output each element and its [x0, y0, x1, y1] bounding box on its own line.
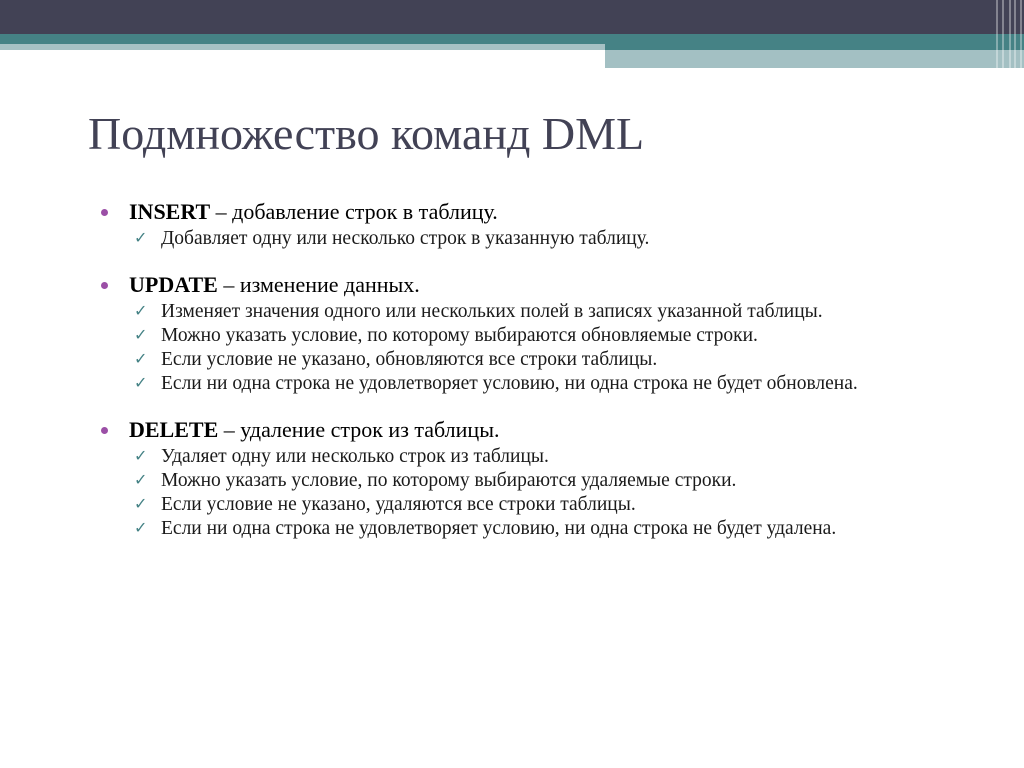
checkmark-icon: ✓	[134, 472, 148, 489]
header-band-light-left	[0, 44, 605, 50]
section-insert	[100, 197, 960, 251]
checkmark-icon: ✓	[134, 351, 148, 368]
slide-content	[100, 197, 960, 560]
sub-item-text: Можно указать условие, по которому выбираются удаляемые строки.	[161, 470, 737, 491]
section-update	[100, 270, 960, 396]
sub-item	[100, 348, 960, 372]
sub-item	[100, 372, 960, 396]
sub-item-text: Удаляет одну или несколько строк из таблицы.	[161, 446, 549, 467]
sub-item-text: Добавляет одну или несколько строк в указанную таблицу.	[161, 228, 650, 249]
description: – добавление строк в таблицу.	[210, 199, 498, 224]
checkmark-icon: ✓	[134, 448, 148, 465]
keyword: DELETE	[129, 417, 219, 442]
bullet-dot-icon	[101, 209, 108, 216]
sub-item	[100, 227, 960, 251]
sub-item	[100, 445, 960, 469]
sub-item	[100, 517, 960, 541]
header-band-teal-left	[0, 34, 605, 44]
bullet-item	[100, 270, 960, 300]
section-delete	[100, 415, 960, 541]
sub-item-text: Если условие не указано, обновляются все строки таблицы.	[161, 349, 658, 370]
bullet-dot-icon	[101, 427, 108, 434]
checkmark-icon: ✓	[134, 230, 148, 247]
sub-item	[100, 469, 960, 493]
sub-item-text: Если ни одна строка не удовлетворяет условию, ни одна строка не будет удалена.	[161, 518, 837, 539]
checkmark-icon: ✓	[134, 496, 148, 513]
checkmark-icon: ✓	[134, 327, 148, 344]
description: – изменение данных.	[217, 272, 420, 297]
checkmark-icon: ✓	[134, 375, 148, 392]
checkmark-icon: ✓	[134, 303, 148, 320]
keyword: UPDATE	[129, 272, 218, 297]
header-band-light-right	[605, 50, 1024, 68]
bullet-dot-icon	[101, 282, 108, 289]
description: – удаление строк из таблицы.	[218, 417, 500, 442]
header-stripes	[992, 0, 1024, 68]
sub-item-text: Если ни одна строка не удовлетворяет условию, ни одна строка не будет обновлена.	[161, 373, 858, 394]
sub-item-text: Можно указать условие, по которому выбираются обновляемые строки.	[161, 325, 758, 346]
bullet-item	[100, 197, 960, 227]
header-band-teal-right	[605, 34, 1024, 50]
checkmark-icon: ✓	[134, 520, 148, 537]
sub-item-text: Изменяет значения одного или нескольких полей в записях указанной таблицы.	[161, 301, 823, 322]
sub-item	[100, 300, 960, 324]
header-band-dark	[0, 0, 1024, 34]
keyword: INSERT	[129, 199, 211, 224]
sub-item-text: Если условие не указано, удаляются все строки таблицы.	[161, 494, 636, 515]
slide-title: Подмножество команд DML	[88, 108, 645, 159]
sub-item	[100, 324, 960, 348]
sub-item	[100, 493, 960, 517]
bullet-item	[100, 415, 960, 445]
